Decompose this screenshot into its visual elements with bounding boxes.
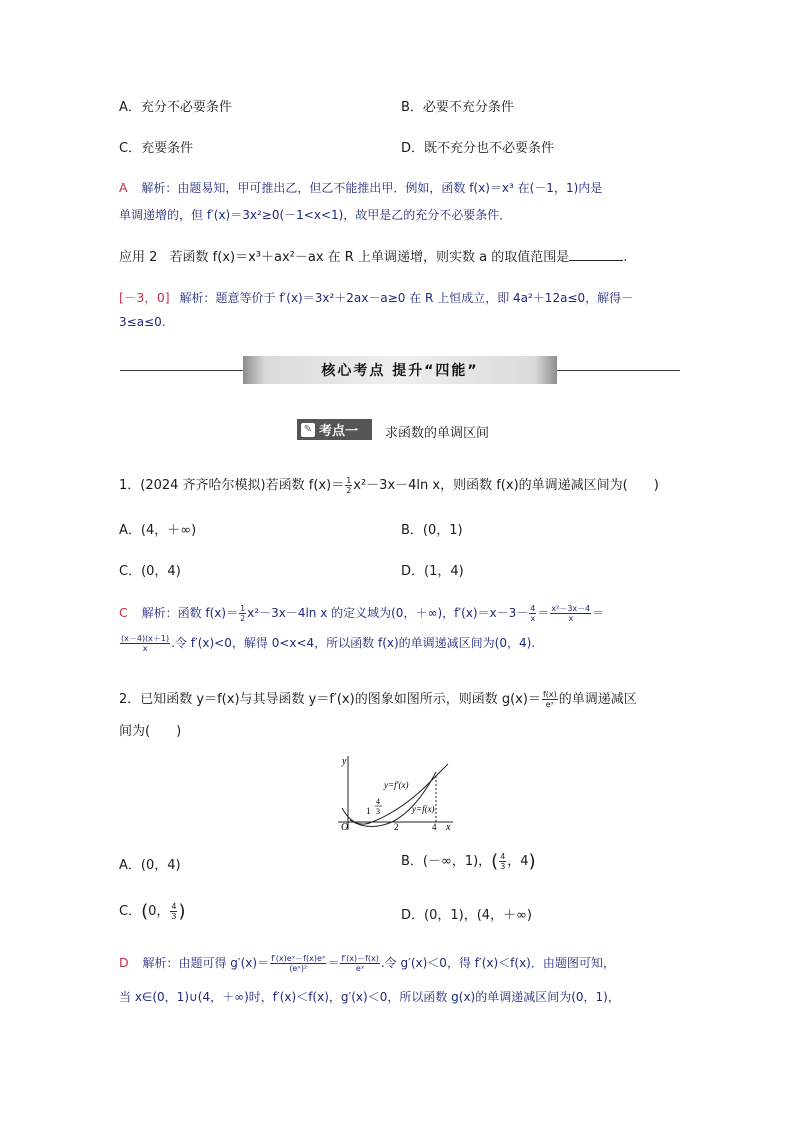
q2-option-d[interactable]: D．(0，1)，(4，＋∞) [401,908,532,923]
option-text: C． [119,904,142,919]
banner-rule-right [557,370,680,371]
fraction [550,604,591,623]
tick-43-den: 3 [376,807,380,816]
option-text: 0， [148,904,170,919]
q1-solution-line2 [119,634,535,653]
axis-x-label: x [446,822,451,832]
frac-num: f′(x)－f(x) [341,954,379,963]
q1-option-b[interactable]: B．(0，1) [401,523,463,538]
answer-label: A [119,180,128,195]
frac-num: 4 [171,902,177,911]
solution-text: .令 g′(x)＜0，得 f′(x)＜f(x)．由题图可知， [380,956,615,970]
fraction [345,476,352,495]
curve-fprime [342,764,448,824]
solution-text: 解析：函数 f(x)＝ [141,606,239,620]
q1-option-d[interactable]: D．(1，4) [401,564,464,579]
application-2 [119,246,627,265]
q1-solution-line1 [119,604,604,623]
frac-num: 1 [346,476,352,485]
option-text: B．(－∞，1)， [401,854,492,869]
q2-solution-line1 [119,954,615,973]
origin-label: O [341,822,349,832]
equals: ＝ [592,606,605,620]
fraction [270,954,326,973]
label-f: y=f(x) [412,804,435,814]
option-a[interactable]: A．充分不必要条件 [119,100,232,115]
q1-option-a[interactable]: A．(4，＋∞) [119,523,197,538]
application-end: . [623,250,628,265]
frac-den: x [568,614,574,623]
equals: ＝ [327,956,340,970]
frac-den: eˣ [545,700,555,709]
option-c[interactable]: C．充要条件 [119,141,194,156]
section-tag [297,419,372,440]
solution-text: 解析：由题可得 g′(x)＝ [142,956,270,970]
frac-den: 2 [346,486,352,495]
section-title: 求函数的单调区间 [385,426,490,441]
tick-1: 1 [366,806,371,816]
solution-prev-line1 [119,179,602,196]
answer-blank[interactable] [569,248,623,261]
frac-num: 4 [500,852,506,861]
frac-den: x [142,644,148,653]
tick-43-num: 4 [376,797,380,806]
stem-part: x²－3x－4ln x，则函数 f(x)的单调递减区间为( ) [353,478,659,493]
frac-num: f′(x)eˣ－f(x)eˣ [271,954,326,963]
fraction [170,902,177,921]
section-tag-label: 考点一 [319,424,359,439]
solution-text: .令 f′(x)<0，解得 0<x<4，所以函数 f(x)的单调递减区间为(0，4). [171,636,536,650]
label-fprime: y=f′(x) [384,780,409,790]
application-label: 应用 2 [119,250,158,265]
fraction [239,604,246,623]
solution-text: x²－3x－4ln x 的定义域为(0，＋∞)，f′(x)＝x－3－ [247,606,529,620]
axis-y-label: y [342,756,347,767]
question-1-stem [119,474,659,495]
frac-den: x [530,614,536,623]
question-2-stem [119,688,637,709]
solution-text: 解析：由题易知，甲可推出乙，但乙不能推出甲．例如，函数 f(x)＝x³ 在(－1，1)内是 [141,181,603,195]
answer-label: D [119,955,129,970]
fraction [499,852,506,871]
stem-part: 的单调递减区 [558,692,637,707]
frac-den: 3 [500,862,506,871]
fraction [542,690,558,709]
option-text: ，4 [507,854,529,869]
paren-right: ) [528,851,536,872]
frac-num: 4 [530,604,536,613]
q2-option-b[interactable] [401,850,536,872]
solution-prev-line2: 单调递增的，但 f′(x)＝3x²≥0(－1<x<1)，故甲是乙的充分不必要条件． [119,208,512,222]
option-d[interactable]: D．既不充分也不必要条件 [401,141,555,156]
fraction [340,954,379,973]
frac-den: eˣ [355,964,365,973]
paren-left: ( [141,901,149,922]
application-text: 若函数 f(x)＝x³＋ax²－ax 在 R 上单调递增，则实数 a 的取值范围是 [169,250,570,265]
pencil-icon: ✎ [301,423,315,437]
stem-part: 1．(2024 齐齐哈尔模拟)若函数 f(x)＝ [119,478,345,493]
section-banner [243,356,557,384]
answer-label: [－3，0] [119,290,170,305]
solution-text: 解析：题意等价于 f′(x)＝3x²＋2ax－a≥0 在 R 上恒成立，即 4a²＋12a≤0，解得－ [179,291,634,305]
fraction [529,604,536,623]
fraction [120,634,170,653]
paren-left: ( [491,851,499,872]
solution-app2-line1 [119,288,633,306]
frac-den: 2 [240,614,246,623]
tick-4: 4 [432,822,437,832]
banner-rule-left [120,370,243,371]
function-graph [328,752,458,832]
frac-num: x²－3x－4 [551,604,591,613]
q2-option-a[interactable]: A．(0，4) [119,858,181,873]
frac-num: f(x) [542,690,557,699]
frac-num: (x－4)(x＋1) [121,634,170,643]
equals: ＝ [537,606,550,620]
frac-den: 3 [171,912,177,921]
frac-num: 1 [240,604,246,613]
q1-option-c[interactable]: C．(0，4) [119,564,181,579]
question-2-stem-line2: 间为( ) [119,724,182,739]
q2-option-c[interactable] [119,900,186,922]
banner-title: 核心考点 提升“四能” [321,363,479,379]
solution-app2-line2: 3≤a≤0. [119,315,166,329]
tick-2: 2 [394,822,399,832]
answer-label: C [119,605,128,620]
frac-den: (eˣ)² [289,964,308,973]
stem-part: 2．已知函数 y＝f(x)与其导函数 y＝f′(x)的图象如图所示，则函数 g(x)＝ [119,692,541,707]
paren-right: ) [178,901,186,922]
q2-solution-line2: 当 x∈(0，1)∪(4，＋∞)时，f′(x)＜f(x)，g′(x)＜0，所以函数 g(x)的单调递减区间为(0，1)， [119,990,620,1004]
option-b[interactable]: B．必要不充分条件 [401,100,514,115]
